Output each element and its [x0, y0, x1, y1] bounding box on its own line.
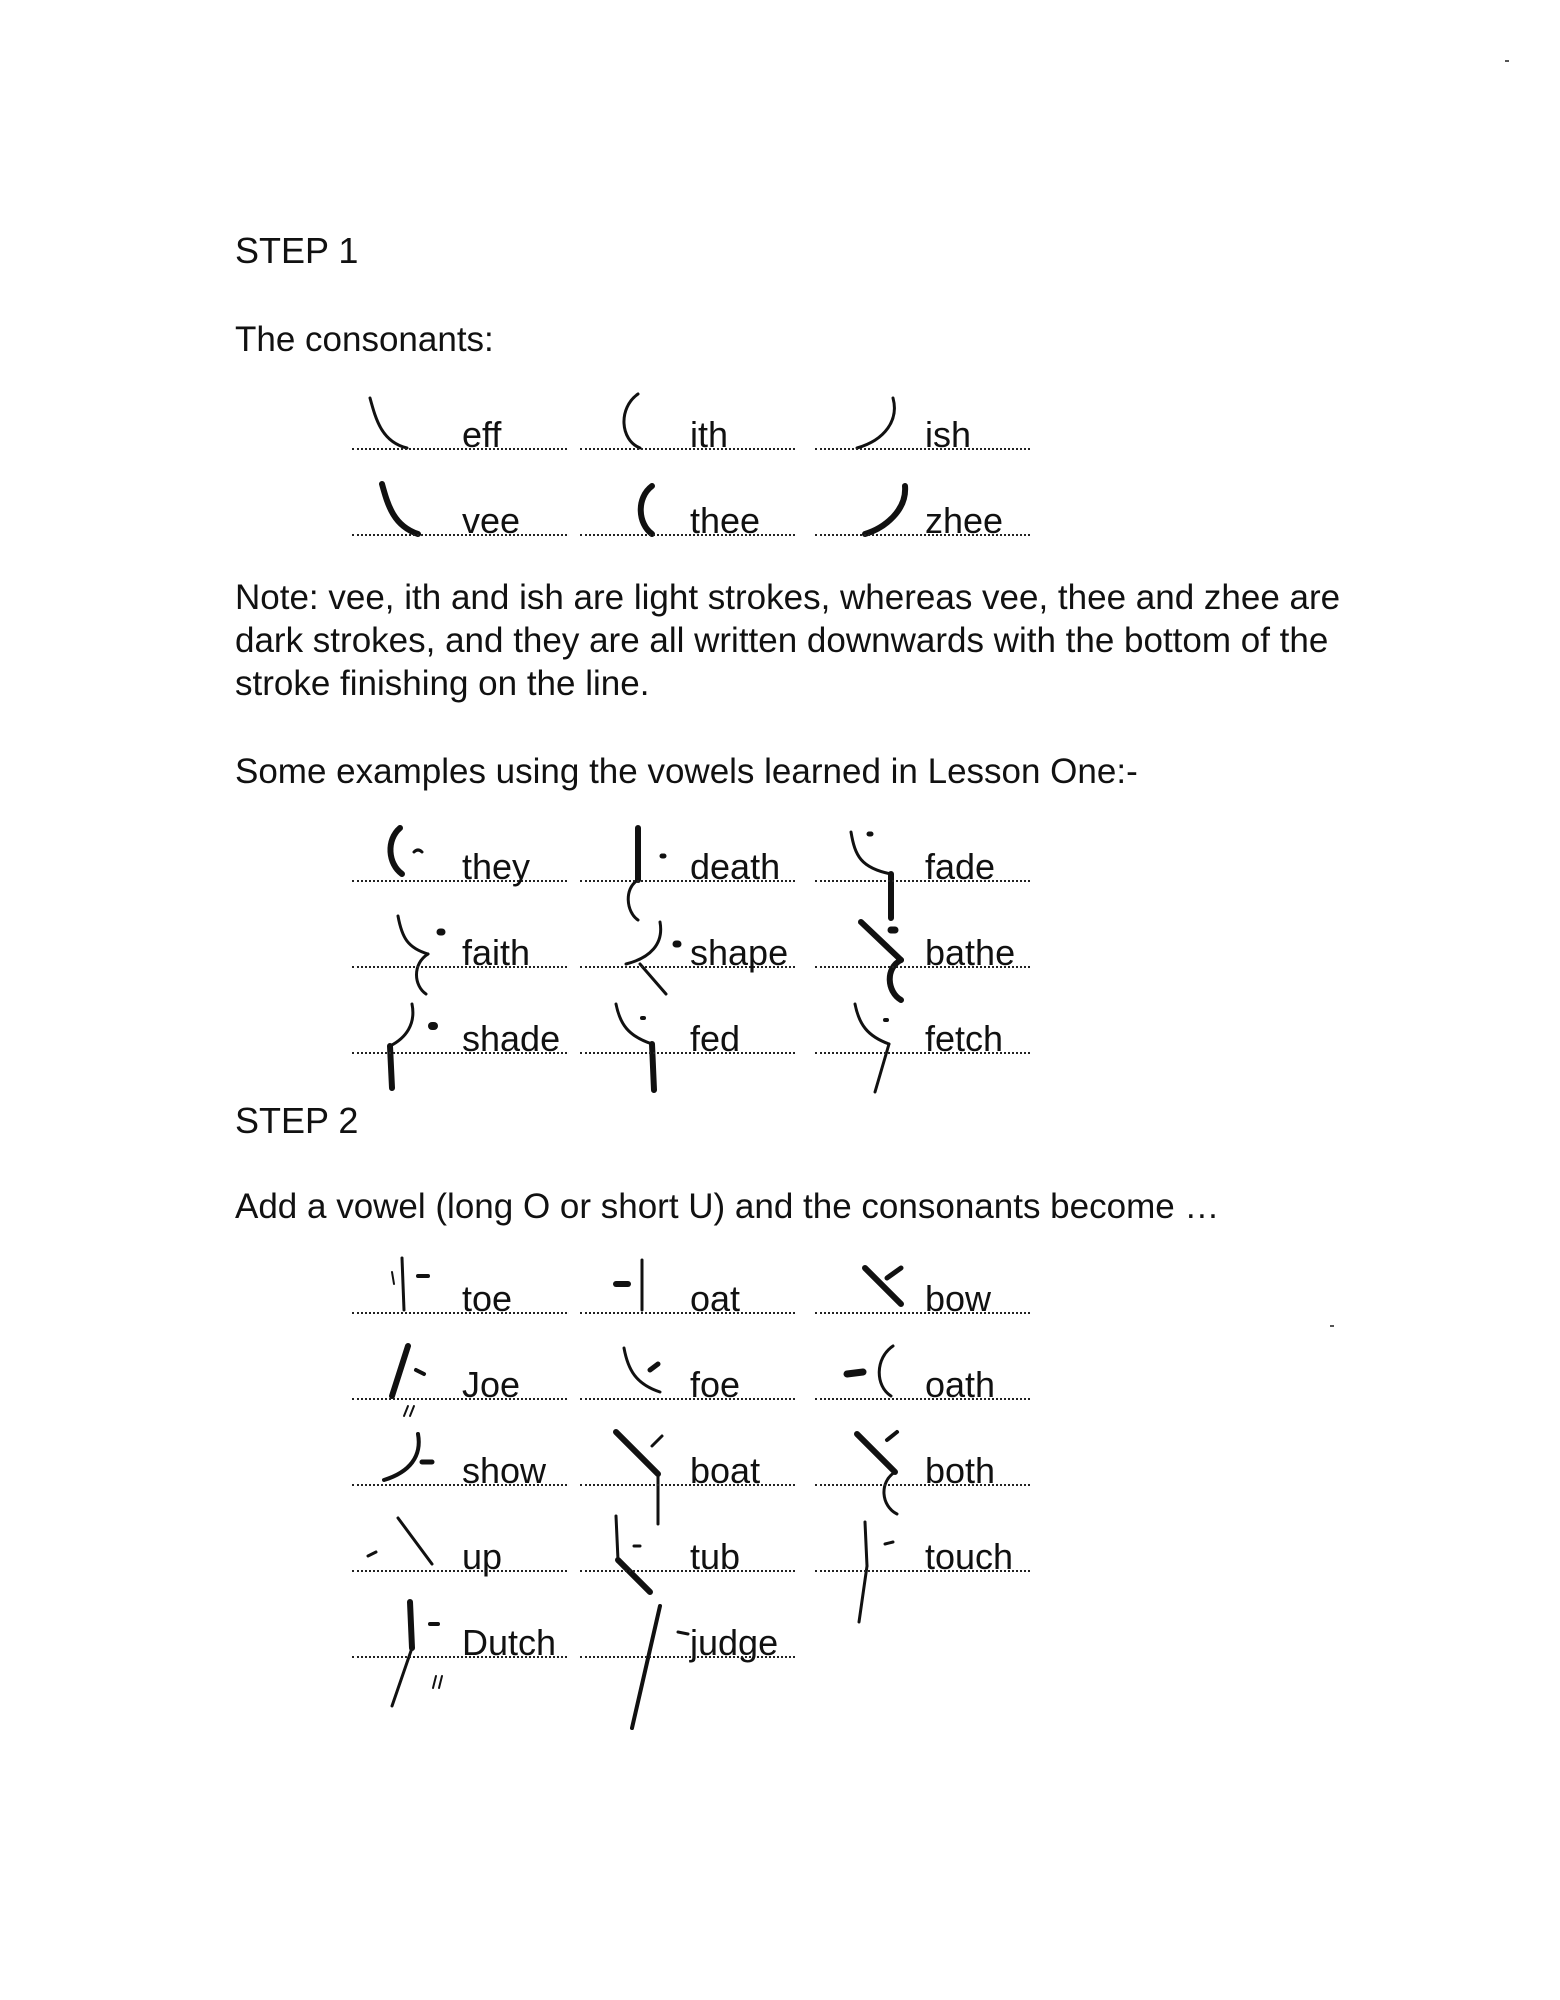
consonant-eff [352, 390, 567, 470]
word-both [815, 1426, 1030, 1506]
writing-line [352, 966, 567, 968]
consonant-word: ith [690, 414, 729, 455]
lesson-word: boat [690, 1450, 761, 1491]
writing-line [815, 1484, 1030, 1486]
example-death [580, 822, 795, 902]
writing-line [580, 1484, 795, 1486]
note-paragraph: Note: vee, ith and ish are light strokes, whereas vee, thee and zhee are dark strokes, and they are all written downwards with the bottom of the stroke finishing on the line. [235, 578, 1341, 703]
word-boat [580, 1426, 795, 1506]
lesson-word: oath [925, 1364, 996, 1405]
writing-line [580, 1052, 795, 1054]
writing-line [352, 880, 567, 882]
word-touch [815, 1512, 1030, 1592]
consonants-intro: The consonants: [235, 320, 494, 359]
word-bow [815, 1254, 1030, 1334]
step2-intro: Add a vowel (long O or short U) and the consonants become … [235, 1187, 1220, 1226]
word-oat [580, 1254, 795, 1334]
lesson-word: bow [925, 1278, 992, 1319]
writing-line [352, 1398, 567, 1400]
consonant-ish [815, 390, 1030, 470]
example-word: fade [925, 846, 996, 887]
example-word: they [462, 846, 531, 887]
lesson-word: judge [690, 1622, 779, 1663]
example-word: shade [462, 1018, 561, 1059]
word-oath [815, 1340, 1030, 1420]
example-they [352, 822, 567, 902]
consonant-word: vee [462, 500, 521, 541]
example-word: fed [690, 1018, 741, 1059]
consonant-vee [352, 476, 567, 556]
shade-outline-icon [352, 994, 462, 1114]
writing-line [815, 448, 1030, 450]
writing-line [352, 534, 567, 536]
writing-line [580, 1312, 795, 1314]
example-shade [352, 994, 567, 1074]
lesson-word: touch [925, 1536, 1014, 1577]
step1-heading: STEP 1 [235, 230, 359, 271]
example-fade [815, 822, 1030, 902]
word-judge [580, 1598, 795, 1678]
writing-line [352, 1312, 567, 1314]
writing-line [580, 534, 795, 536]
writing-line [352, 448, 567, 450]
writing-line [580, 1398, 795, 1400]
consonant-thee [580, 476, 795, 556]
step2-heading: STEP 2 [235, 1100, 359, 1141]
example-faith [352, 908, 567, 988]
lesson-word: foe [690, 1364, 741, 1405]
fed-outline-icon [580, 994, 690, 1114]
example-word: bathe [925, 932, 1016, 973]
word-toe [352, 1254, 567, 1334]
scan-speck [1505, 60, 1509, 62]
word-joe [352, 1340, 567, 1420]
example-word: faith [462, 932, 531, 973]
examples-intro: Some examples using the vowels learned in Lesson One:- [235, 752, 1138, 791]
writing-line [352, 1570, 567, 1572]
example-word: death [690, 846, 781, 887]
scan-speck [1330, 1325, 1334, 1327]
writing-line [815, 880, 1030, 882]
writing-line [815, 1398, 1030, 1400]
fetch-outline-icon [815, 994, 925, 1114]
judge-outline-icon [580, 1598, 690, 1718]
word-foe [580, 1340, 795, 1420]
example-fed [580, 994, 795, 1074]
example-bathe [815, 908, 1030, 988]
touch-outline-icon [815, 1512, 925, 1632]
example-word: shape [690, 932, 789, 973]
lesson-word: oat [690, 1278, 741, 1319]
example-shape [580, 908, 795, 988]
lesson-word: Dutch [462, 1622, 557, 1663]
consonant-word: thee [690, 500, 761, 541]
dutch-outline-icon [352, 1598, 462, 1718]
lesson-word: Joe [462, 1364, 521, 1405]
lesson-word: show [462, 1450, 547, 1491]
word-tub [580, 1512, 795, 1592]
consonant-word: eff [462, 414, 502, 455]
lesson-word: toe [462, 1278, 513, 1319]
writing-line [580, 1570, 795, 1572]
word-show [352, 1426, 567, 1506]
example-word: fetch [925, 1018, 1004, 1059]
example-fetch [815, 994, 1030, 1074]
lesson-word: up [462, 1536, 503, 1577]
consonant-word: ish [925, 414, 972, 455]
word-dutch [352, 1598, 567, 1678]
lesson-word: tub [690, 1536, 741, 1577]
writing-line [815, 1312, 1030, 1314]
lesson-word: both [925, 1450, 996, 1491]
consonant-ith [580, 390, 795, 470]
writing-line [580, 448, 795, 450]
consonant-word: zhee [925, 500, 1004, 541]
word-up [352, 1512, 567, 1592]
consonant-zhee [815, 476, 1030, 556]
